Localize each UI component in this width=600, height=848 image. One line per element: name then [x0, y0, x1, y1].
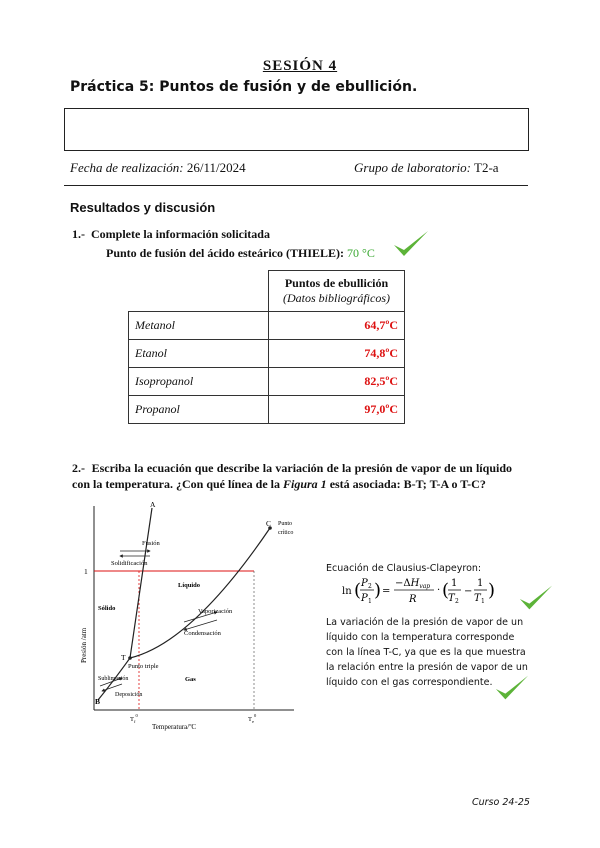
figure-ref: Figura 1: [283, 477, 327, 491]
svg-text:=: =: [382, 586, 391, 597]
x-axis-label: Temperatura/ºC: [152, 723, 197, 731]
label-vaporizacion: Vaporización: [198, 608, 233, 615]
equation-label: Ecuación de Clausius-Clapeyron:: [326, 563, 482, 574]
checkmark-icon: [518, 582, 554, 614]
row-value: 97,0ºC: [269, 396, 405, 424]
table-row: [129, 312, 405, 340]
svg-text:1: 1: [481, 598, 485, 605]
label-a: A: [150, 500, 156, 509]
punto-critico-2: crítico: [278, 530, 294, 536]
footer-course: Curso 24-25: [472, 797, 530, 808]
svg-text:(: (: [442, 580, 450, 601]
q1-title: Complete la información solicitada: [91, 227, 270, 241]
label-punto-triple: Punto triple: [128, 663, 159, 670]
svg-text:T: T: [474, 593, 481, 604]
section-title: Resultados y discusión: [70, 200, 216, 215]
label-condensacion: Condensación: [184, 630, 221, 637]
svg-text:P: P: [361, 593, 368, 604]
table-row: [129, 396, 405, 424]
label-one-atm: 1: [84, 567, 88, 576]
row-name: Etanol: [129, 340, 269, 368]
svg-text:P: P: [361, 578, 368, 589]
label-sublimacion: Sublimación: [98, 676, 129, 682]
boiling-points-table: [128, 270, 405, 424]
svg-text:T: T: [448, 593, 455, 604]
y-axis-label: Presión /atm: [80, 627, 88, 663]
label-deposicion: Deposición: [115, 692, 143, 698]
row-name: Metanol: [129, 312, 269, 340]
row-value: 74,8ºC: [269, 340, 405, 368]
row-value: 64,7ºC: [269, 312, 405, 340]
q2-number: 2.-: [72, 461, 85, 475]
svg-text:2: 2: [368, 583, 372, 590]
student-info-box: [64, 108, 529, 151]
label-t: T: [121, 653, 126, 662]
svg-text:(: (: [354, 580, 362, 601]
question-2: [72, 460, 512, 492]
row-name: Isopropanol: [129, 368, 269, 396]
fusion-curve: [130, 508, 152, 658]
row-name: Propanol: [129, 396, 269, 424]
fecha-value: 26/11/2024: [186, 160, 246, 175]
triple-point: [128, 656, 132, 660]
svg-text:−: −: [464, 586, 473, 597]
svg-text:1: 1: [368, 598, 372, 605]
label-c: C: [266, 519, 272, 528]
practice-title: Práctica 5: Puntos de fusión y de ebullición.: [70, 79, 418, 95]
phase-diagram: [72, 498, 304, 738]
thiele-value: 70 °C: [347, 246, 375, 260]
table-row: [129, 368, 405, 396]
svg-text:): ): [374, 580, 382, 601]
tick-tf: $T_f^0$: [130, 713, 138, 724]
checkmark-icon: [494, 672, 530, 704]
svg-text:1: 1: [451, 578, 458, 589]
vaporization-curve: [130, 528, 270, 658]
fecha-field: [70, 160, 246, 176]
fecha-label: Fecha de realización:: [70, 160, 184, 175]
svg-text:2: 2: [455, 598, 459, 605]
label-fusion: Fusión: [142, 540, 160, 547]
table-header: [269, 271, 405, 312]
grupo-value: T2-a: [474, 160, 499, 175]
deposition-arrow: [102, 684, 122, 691]
svg-text:·: ·: [437, 585, 441, 596]
svg-text:ln: ln: [342, 586, 352, 597]
grupo-field: [354, 160, 499, 176]
label-solidificacion: Solidificación: [111, 560, 148, 567]
grupo-label: Grupo de laboratorio:: [354, 160, 471, 175]
tick-te: $T_e^0$: [248, 713, 257, 724]
svg-text:1: 1: [477, 578, 484, 589]
thiele-line: [106, 246, 375, 261]
label-gas: Gas: [185, 676, 196, 683]
header-sub: (Datos bibliográficos): [283, 291, 390, 305]
clausius-clapeyron-equation: [340, 573, 520, 607]
header-title: Puntos de ebullición: [284, 276, 389, 290]
q2-text-b: está asociada: B-T; T-A o T-C?: [329, 477, 486, 491]
svg-text:−ΔHvap: $-\Delta H_{vap}$: [395, 578, 431, 590]
svg-text:R: R: [409, 594, 417, 605]
table-header-row: [129, 271, 405, 312]
session-title: SESIÓN 4: [262, 58, 338, 74]
question-1: [72, 227, 270, 242]
q1-number: 1.-: [72, 227, 85, 241]
checkmark-icon: [392, 228, 430, 260]
label-solido: Sólido: [98, 605, 116, 612]
label-b: B: [95, 697, 101, 706]
table-row: [129, 340, 405, 368]
svg-text:): ): [488, 580, 496, 601]
explanation-text: La variación de la presión de vapor de un líquido con la temperatura corresponde con la línea T-C, ya que es la que muestra la relación entre la presión de vapor de un líquido con el gas correspondiente.: [326, 617, 528, 688]
label-liquido: Líquido: [178, 582, 201, 589]
q2-text-a: Escriba la ecuación que describe la variación de la presión de vapor de un líquido con la temperatura. ¿Con qué línea de la: [72, 461, 512, 491]
punto-critico-1: Punto: [278, 521, 293, 527]
row-value: 82,5ºC: [269, 368, 405, 396]
thiele-label: Punto de fusión del ácido esteárico (THIELE):: [106, 246, 345, 260]
